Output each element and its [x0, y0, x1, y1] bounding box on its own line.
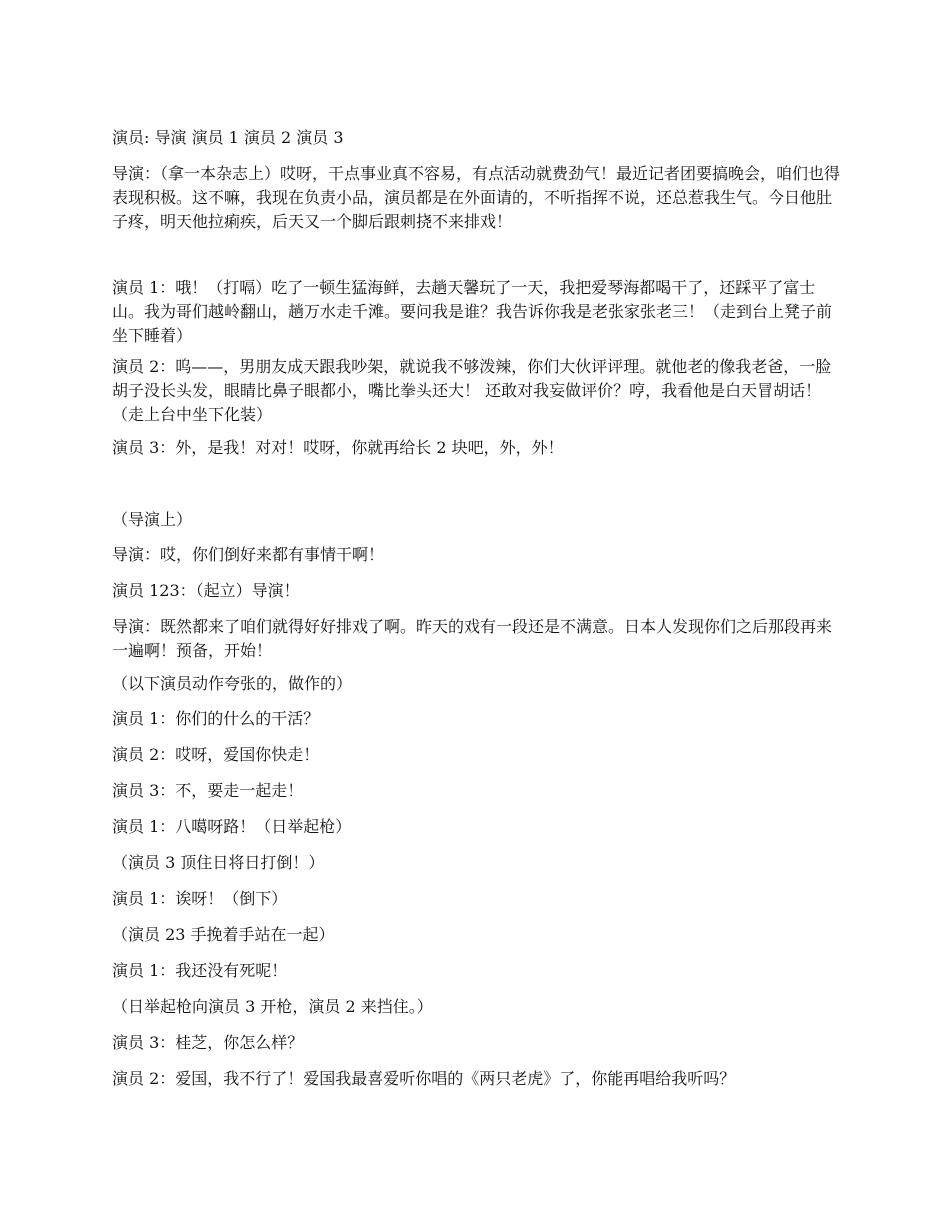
dialogue-paragraph: 演员 2：哎呀，爱国你快走！ [112, 745, 320, 764]
stage-direction: （以下演员动作夸张的，做作的） [112, 674, 353, 693]
dialogue-paragraph: 演员 3：不，要走一起走！ [112, 781, 304, 800]
stage-direction: （演员 23 手挽着手站在一起） [112, 925, 335, 944]
dialogue-paragraph: 演员 1：八噶呀路！（日举起枪） [112, 817, 352, 836]
dialogue-paragraph: 演员 1：我还没有死呢！ [112, 961, 288, 980]
stage-direction: （导演上） [112, 510, 193, 529]
dialogue-paragraph: 导演：既然都来了咱们就得好好排戏了啊。昨天的戏有一段还是不满意。日本人发现你们之后那段再来一遍啊！预备，开始！ [112, 617, 833, 660]
dialogue-paragraph: 演员 2：爱国，我不行了！爱国我最喜爱听你唱的《两只老虎》了，你能再唱给我听吗？ [112, 1069, 736, 1088]
dialogue-paragraph: 演员 1：哦！（打嗝）吃了一顿生猛海鲜，去趟天馨玩了一天，我把爱琴海都喝干了，还踩平了富士山。我为哥们越岭翻山，趟万水走千滩。要问我是谁？我告诉你我是老张家张老三！（走到台上凳子前坐下睡着） [112, 278, 833, 345]
stage-direction: （演员 3 顶住日将日打倒！） [112, 853, 325, 872]
dialogue-paragraph: 演员 3：外，是我！对对！哎呀，你就再给长 2 块吧，外，外！ [112, 438, 564, 457]
dialogue-paragraph: 演员 1：诶呀！（倒下） [112, 889, 288, 908]
stage-direction: （日举起枪向演员 3 开枪，演员 2 来挡住。） [112, 997, 433, 1016]
dialogue-paragraph: 导演：（拿一本杂志上）哎呀，干点事业真不容易，有点活动就费劲气！最近记者团要搞晚会，咱们也得表现积极。这不嘛，我现在负责小品，演员都是在外面请的，不听指挥不说，还总惹我生气。今日他肚子疼，明天他拉痢疾，后天又一个脚后跟刺挠不来排戏！ [112, 164, 841, 231]
dialogue-paragraph: 演员 1：你们的什么的干活？ [112, 709, 320, 728]
dialogue-paragraph: 导演：哎，你们倒好来都有事情干啊！ [112, 545, 385, 564]
cast-list: 演员: 导演 演员 1 演员 2 演员 3 [112, 128, 344, 147]
dialogue-paragraph: 演员 123：（起立）导演！ [112, 581, 300, 600]
dialogue-paragraph: 演员 2：呜——，男朋友成天跟我吵架，就说我不够泼辣，你们大伙评评理。就他老的像我老爸，一脸胡子没长头发，眼睛比鼻子眼都小，嘴比拳头还大！ 还敢对我妄做评价？哼，我看他是白天冒胡话！（走上台中坐下化装） [112, 357, 832, 424]
dialogue-paragraph: 演员 3：桂芝，你怎么样？ [112, 1033, 304, 1052]
